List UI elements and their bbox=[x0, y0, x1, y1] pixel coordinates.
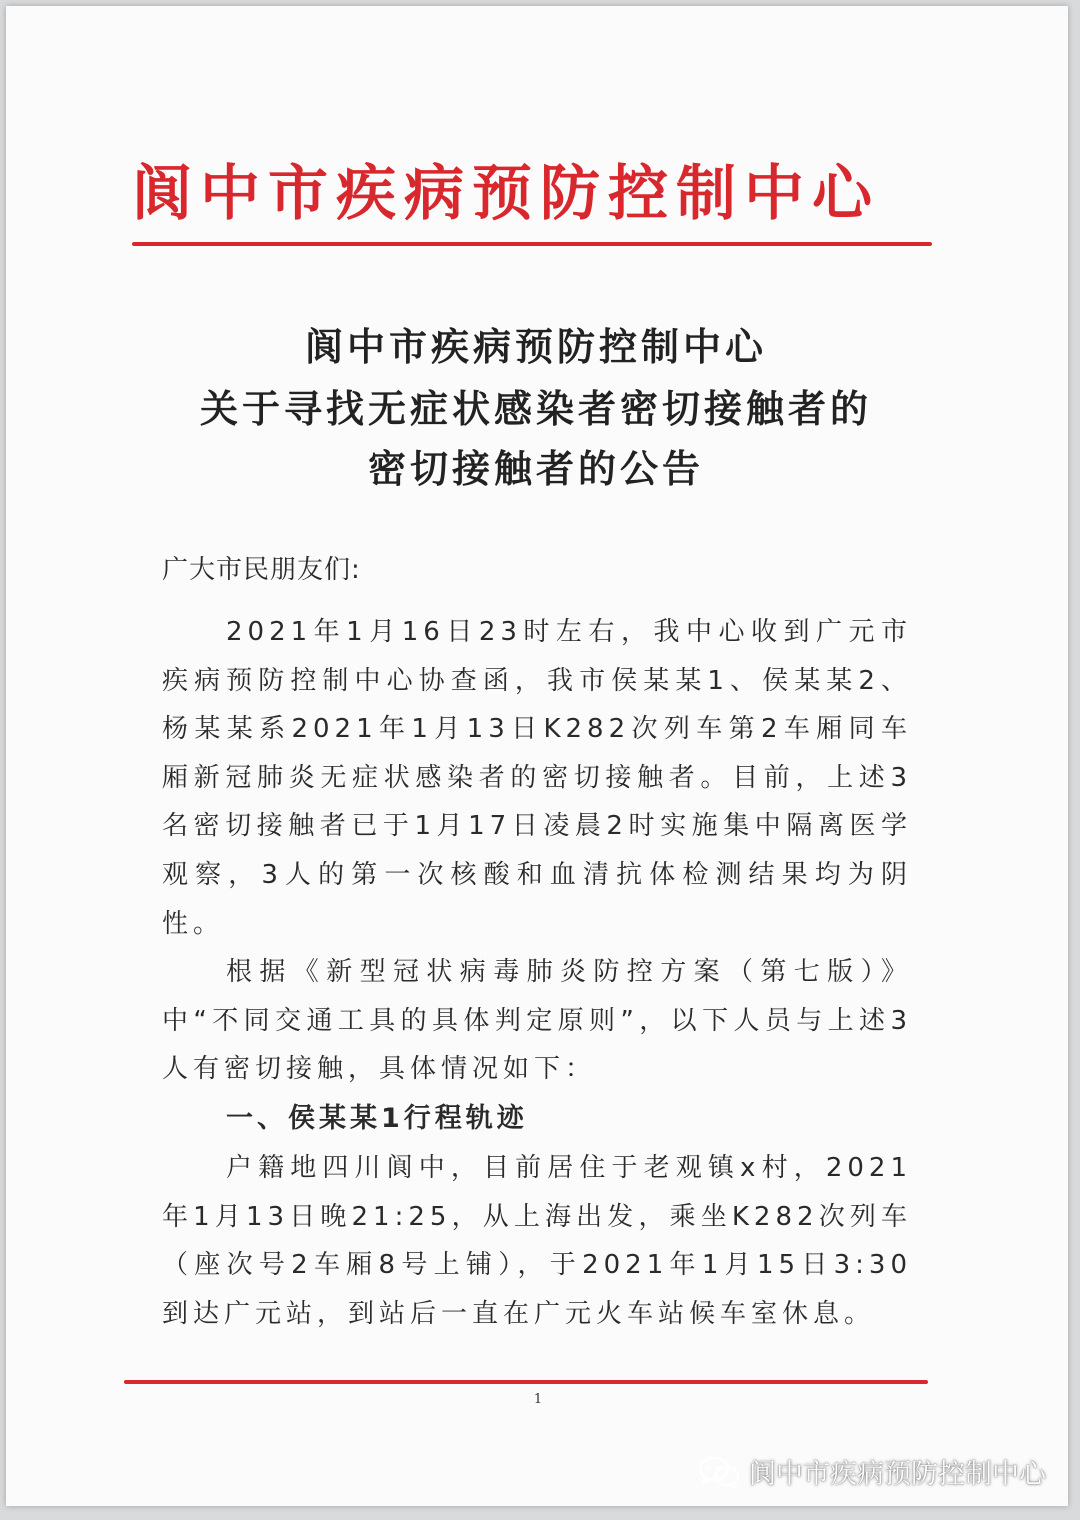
notice-title-line-1: 阆中市疾病预防控制中心 bbox=[304, 325, 767, 369]
paragraph-2: 根据《新型冠状病毒肺炎防控方案（第七版）》中“不同交通工具的具体判定原则”，以下人员与上述3人有密切接触，具体情况如下： bbox=[162, 957, 912, 1085]
notice-title-line-2: 关于寻找无症状感染者密切接触者的 bbox=[199, 387, 872, 431]
salutation: 广大市民朋友们: bbox=[162, 555, 361, 585]
watermark-text: 阆中市疾病预防控制中心 bbox=[749, 1459, 1046, 1490]
wechat-icon bbox=[697, 1455, 741, 1489]
notice-body bbox=[162, 546, 912, 1338]
paragraph-1: 2021年1月16日23时左右，我中心收到广元市疾病预防控制中心协查函，我市侯某某1、侯某某2、杨某某系2021年1月13日K282次列车第2车厢同车厢新冠肺炎无症状感染者的密切接触者。目前，上述3名密切接触者已于1月17日凌晨2时实施集中隔离医学观察，3人的第一次核酸和血清抗体检测结果均为阴性。 bbox=[162, 617, 912, 939]
section-heading-1: 一、侯某某1行程轨迹 bbox=[226, 1102, 528, 1134]
wechat-watermark bbox=[697, 1452, 1046, 1491]
masthead-title: 阆中市疾病预防控制中心 bbox=[132, 159, 880, 229]
notice-title-line-3: 密切接触者的公告 bbox=[367, 447, 704, 491]
masthead-red-rule bbox=[132, 242, 932, 246]
document-page bbox=[6, 6, 1068, 1506]
paragraph-3: 户籍地四川阆中，目前居住于老观镇x村，2021年1月13日晚21:25，从上海出发，乘坐K282次列车（座次号2车厢8号上铺），于2021年1月15日3:30到达广元站，到站后一直在广元火车站候车室休息。 bbox=[162, 1152, 912, 1329]
page-number: 1 bbox=[533, 1392, 543, 1407]
footer-red-rule bbox=[124, 1380, 928, 1384]
